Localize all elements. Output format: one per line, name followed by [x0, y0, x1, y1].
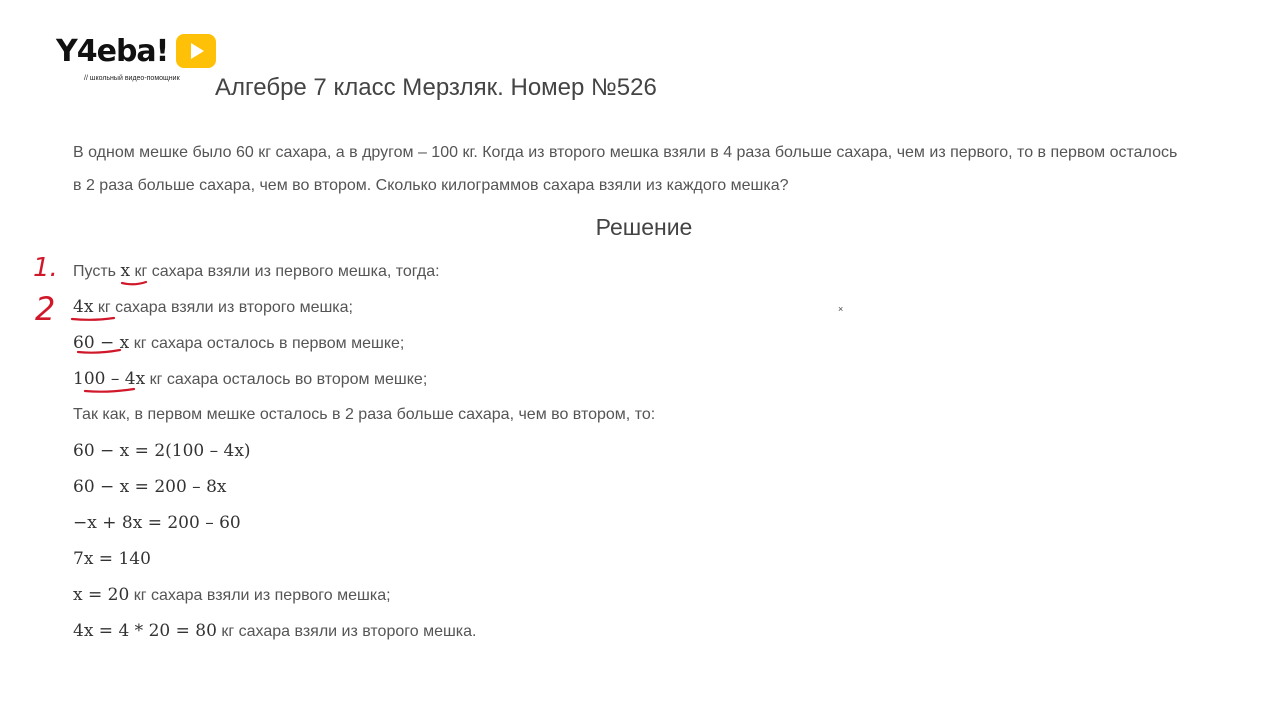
solution-heading: Решение	[595, 214, 693, 240]
math-expression: 60 − x	[73, 333, 130, 353]
math-expression: 60 − x = 2(100 – 4x)	[73, 441, 251, 461]
solution-line-text: Так как, в первом мешке осталось в 2 раза больше сахара, чем во втором, то:	[73, 406, 656, 423]
math-expression: −x + 8x = 200 – 60	[73, 513, 241, 533]
stray-mark: ×	[838, 304, 844, 314]
solution-line-text: кг сахара взяли из первого мешка;	[129, 587, 391, 604]
solution-line-text: кг сахара взяли из второго мешка;	[93, 299, 353, 316]
handwritten-number-1: 1.	[33, 253, 58, 283]
math-expression: 4x = 4 * 20 = 80	[73, 621, 217, 641]
problem-line-2: в 2 раза больше сахара, чем во втором. Сколько килограммов сахара взяли из каждого мешка?	[73, 177, 789, 194]
math-expression: x = 20	[73, 585, 130, 605]
problem-statement	[73, 136, 1223, 202]
solution-line-11	[73, 615, 1173, 651]
solution-body	[73, 255, 1173, 651]
solution-line-9	[73, 543, 1173, 579]
handwritten-number-2: 2	[35, 290, 56, 328]
solution-line-prefix: Пусть	[73, 263, 121, 280]
solution-line-1	[73, 255, 1173, 291]
logo-tagline: // школьный видео-помощник	[84, 75, 180, 82]
play-icon	[176, 34, 216, 68]
solution-line-3	[73, 327, 1173, 363]
page-title: Алгебре 7 класс Мерзляк. Номер №526	[215, 74, 657, 101]
math-expression: 100 – 4x	[73, 369, 146, 389]
solution-line-8	[73, 507, 1173, 543]
solution-line-text: кг сахара взяли из первого мешка, тогда:	[130, 263, 440, 280]
logo-wordmark: Y4eba!	[56, 34, 169, 69]
problem-line-1: В одном мешке было 60 кг сахара, а в другом – 100 кг. Когда из второго мешка взяли в 4 раза больше сахара, чем из первого, то в первом осталось	[73, 144, 1178, 161]
solution-line-text: кг сахара взяли из второго мешка.	[216, 623, 477, 640]
site-logo[interactable]	[56, 34, 226, 90]
solution-line-2	[73, 291, 1173, 327]
solution-line-7	[73, 471, 1173, 507]
solution-line-4	[73, 363, 1173, 399]
math-expression: x	[120, 261, 131, 281]
solution-line-text: кг сахара осталось во втором мешке;	[145, 371, 428, 388]
solution-line-5	[73, 399, 1173, 435]
solution-line-10	[73, 579, 1173, 615]
math-expression: 4x	[73, 297, 94, 317]
math-expression: 60 − x = 200 – 8x	[73, 477, 227, 497]
math-expression: 7x = 140	[73, 549, 151, 569]
solution-line-text: кг сахара осталось в первом мешке;	[129, 335, 405, 352]
solution-line-6	[73, 435, 1173, 471]
